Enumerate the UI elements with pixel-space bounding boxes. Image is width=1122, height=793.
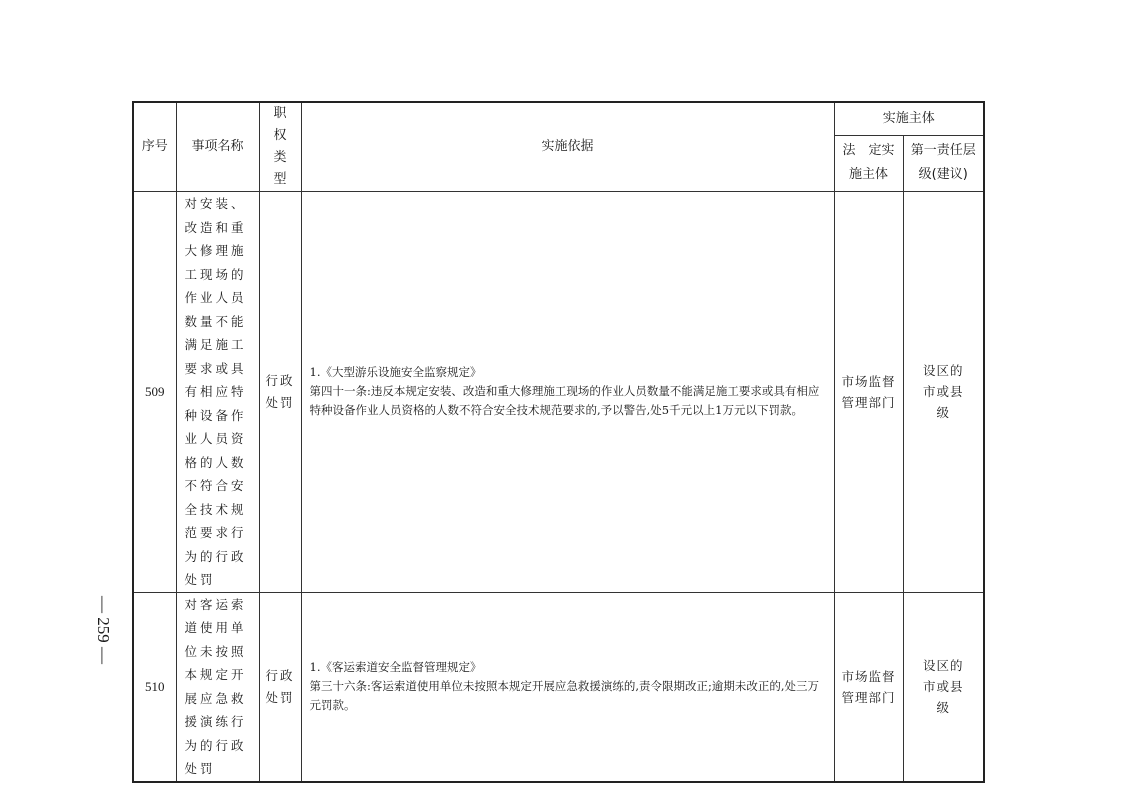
header-basis: 实施依据: [301, 102, 834, 192]
row-seq: 509: [133, 192, 176, 593]
header-type: [259, 102, 301, 192]
header-legal-subject-text: 法 定实施主体: [842, 143, 895, 183]
row-item-name: 对客运索道使用单位未按照本规定开展应急救援演练行为的行政处罚: [176, 592, 259, 782]
header-name: 事项名称: [176, 102, 259, 192]
row-legal-subject: 市场监督管理部门: [834, 592, 903, 782]
row-item-name: 对安装、改造和重大修理施工现场的作业人员数量不能满足施工要求或具有相应特种设备作业人员资格的人数不符合安全技术规范要求行为的行政处罚: [176, 192, 259, 593]
table-row: [133, 192, 984, 593]
row-type: 行政处罚: [259, 192, 301, 593]
header-seq: 序号: [133, 102, 176, 192]
row-basis: [301, 192, 834, 593]
page-number-text: — 259 —: [94, 596, 113, 664]
header-level-text: 第一责任层级(建议): [910, 143, 976, 183]
header-row-top: [133, 102, 984, 135]
basis-text: 第四十一条:违反本规定安装、改造和重大修理施工现场的作业人员数量不能满足施工要求或具有相应特种设备作业人员资格的人数不符合安全技术规范要求的,予以警告,处5千元以上1万元以下罚款。: [309, 384, 820, 418]
basis-text: 第三十六条:客运索道使用单位未按照本规定开展应急救援演练的,责令限期改正;逾期未改正的,处三万元罚款。: [309, 679, 820, 712]
row-legal-subject: 市场监督管理部门: [834, 192, 903, 593]
row-basis: [301, 592, 834, 782]
table-row: [133, 592, 984, 782]
row-level: 设区的市或县级: [903, 592, 984, 782]
enforcement-items-table: [132, 101, 985, 783]
row-type: 行政处罚: [259, 592, 301, 782]
header-subject: 实施主体: [834, 102, 984, 135]
header-type-text: 职权类型: [273, 106, 287, 187]
basis-title: 1.《客运索道安全监督管理规定》: [309, 660, 482, 674]
header-legal-subject: [834, 135, 903, 191]
row-level: 设区的市或县级: [903, 192, 984, 593]
header-level: [903, 135, 984, 191]
row-seq: 510: [133, 592, 176, 782]
page-number: [88, 585, 118, 675]
basis-title: 1.《大型游乐设施安全监察规定》: [309, 365, 482, 380]
